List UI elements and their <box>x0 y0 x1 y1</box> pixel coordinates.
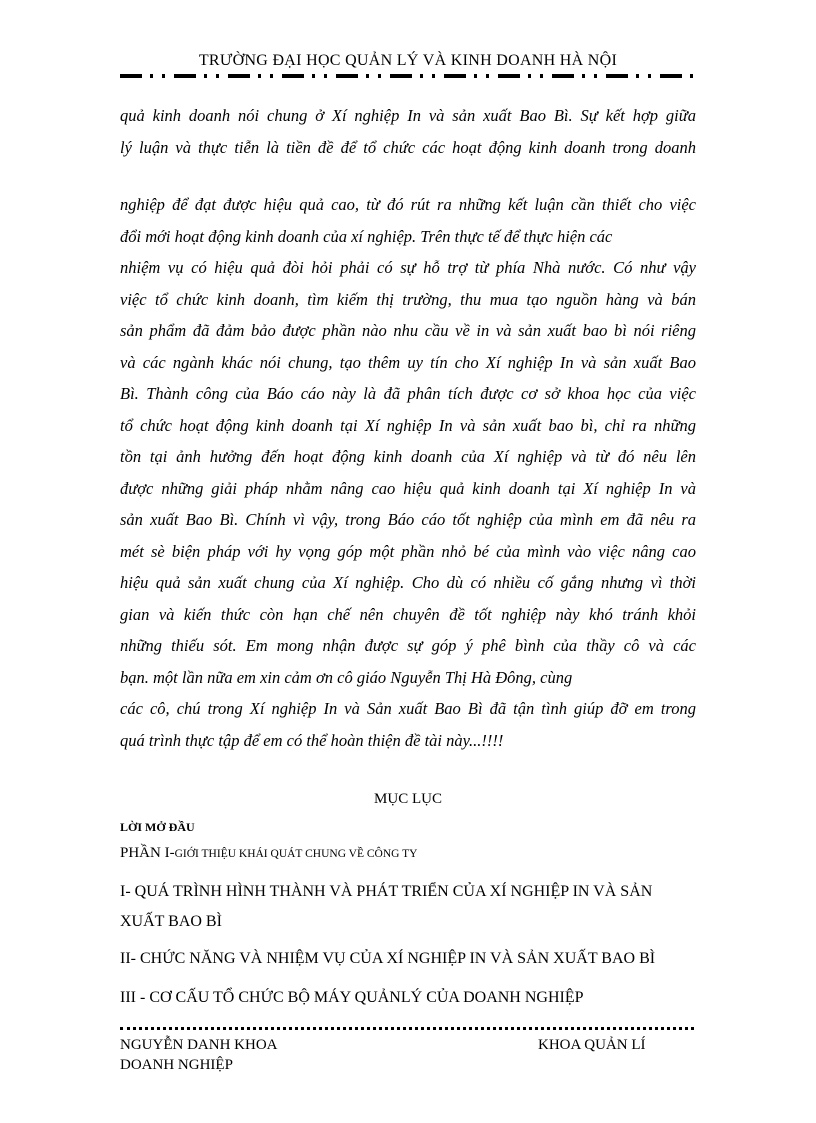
body-line: quả kinh doanh nói chung ở Xí nghiệp In và sản xuất Bao Bì. Sự kết hợp giữa <box>120 106 696 125</box>
footer-department-line: DOANH NGHIỆP <box>120 1057 233 1073</box>
body-line: sản xuất Bao Bì. Chính vì vậy, trong Báo cáo tốt nghiệp của mình em đã nêu ra <box>120 510 696 529</box>
toc-title: MỤC LỤC <box>374 791 442 807</box>
body-line: được những giải pháp nhằm nâng cao hiệu quả kinh doanh tại Xí nghiệp In và <box>120 478 696 498</box>
toc-section-line: XUẤT BAO BÌ <box>120 913 222 930</box>
body-line: tổ chức hoạt động kinh doanh tại Xí nghiệp In và sản xuất bao bì, chỉ ra những <box>120 415 696 435</box>
body-line: nhiệm vụ có hiệu quả đòi hỏi phải có sự hỗ trợ từ phía Nhà nước. Có như vậy <box>120 258 696 277</box>
body-paragraph-2 <box>120 189 696 756</box>
header-divider <box>120 74 696 78</box>
body-line: đổi mới hoạt động kinh doanh của xí nghiệp. Trên thực tế để thực hiện các <box>120 226 613 246</box>
body-paragraph-1 <box>120 100 696 163</box>
body-line: Bì. Thành công của Báo cáo này là đã phân tích được cơ sở khoa học của việc <box>120 384 696 403</box>
body-line: những thiếu sót. Em mong nhận được sự góp ý phê bình của thầy cô và các <box>120 636 696 655</box>
body-line: hiệu quả sản xuất chung của Xí nghiệp. Cho dù có nhiều cố gắng nhưng vì thời <box>120 573 696 592</box>
body-line: và các ngành khác nói chung, tạo thêm uy tín cho Xí nghiệp In và sản xuất Bao <box>120 352 696 372</box>
body-line: lý luận và thực tiễn là tiền đề để tổ chức các hoạt động kinh doanh trong doanh <box>120 137 696 157</box>
body-line: gian và kiến thức còn hạn chế nên chuyên đề tốt nghiệp này khó tránh khỏi <box>120 604 696 624</box>
body-line: quá trình thực tập để em có thể hoàn thiện đề tài này...!!!! <box>120 730 504 750</box>
body-line: tồn tại ảnh hưởng đến hoạt động kinh doanh của Xí nghiệp và từ đó nêu lên <box>120 447 696 466</box>
footer-author-name: NGUYỄN DANH KHOA <box>120 1037 278 1053</box>
toc-section-3: III - CƠ CẤU TỔ CHỨC BỘ MÁY QUẢNLÝ CỦA DOANH NGHIỆP <box>120 989 584 1006</box>
body-line: việc tổ chức kinh doanh, tìm kiếm thị trường, thu mua tạo nguồn hàng và bán <box>120 289 696 309</box>
body-line: mét sè biện pháp với hy vọng góp một phần nhỏ bé của mình vào việc nâng cao <box>120 541 696 561</box>
toc-intro-entry: LỜI MỞ ĐẦU <box>120 820 195 834</box>
body-line: bạn. một lần nữa em xin cảm ơn cô giáo Nguyễn Thị Hà Đông, cùng <box>120 667 573 687</box>
toc-part-title: GIỚI THIỆU KHÁI QUÁT CHUNG VỀ CÔNG TY <box>174 848 418 860</box>
footer-divider <box>120 1027 694 1030</box>
body-line: nghiệp để đạt được hiệu quả cao, từ đó rút ra những kết luận cần thiết cho việc <box>120 195 696 214</box>
toc-part-1-entry <box>120 845 417 862</box>
toc-part-prefix: PHẦN I- <box>120 845 175 861</box>
body-line: các cô, chú trong Xí nghiệp In và Sản xuất Bao Bì đã tận tình giúp đỡ em trong <box>120 699 696 718</box>
footer-faculty: KHOA QUẢN LÍ <box>538 1037 646 1053</box>
page-header-title: TRƯỜNG ĐẠI HỌC QUẢN LÝ VÀ KINH DOANH HÀ NỘI <box>198 52 618 69</box>
body-line: sản phẩm đã đảm bảo được phần nào nhu cầu về in và sản xuất bao bì nói riêng <box>120 321 696 340</box>
toc-section-2: II- CHỨC NĂNG VÀ NHIỆM VỤ CỦA XÍ NGHIỆP IN VÀ SẢN XUẤT BAO BÌ <box>120 950 656 967</box>
toc-section-1 <box>120 877 696 937</box>
toc-section-line: I- QUÁ TRÌNH HÌNH THÀNH VÀ PHÁT TRIỂN CỦA XÍ NGHIỆP IN VÀ SẢN <box>120 883 653 900</box>
footer-author <box>120 1035 278 1075</box>
